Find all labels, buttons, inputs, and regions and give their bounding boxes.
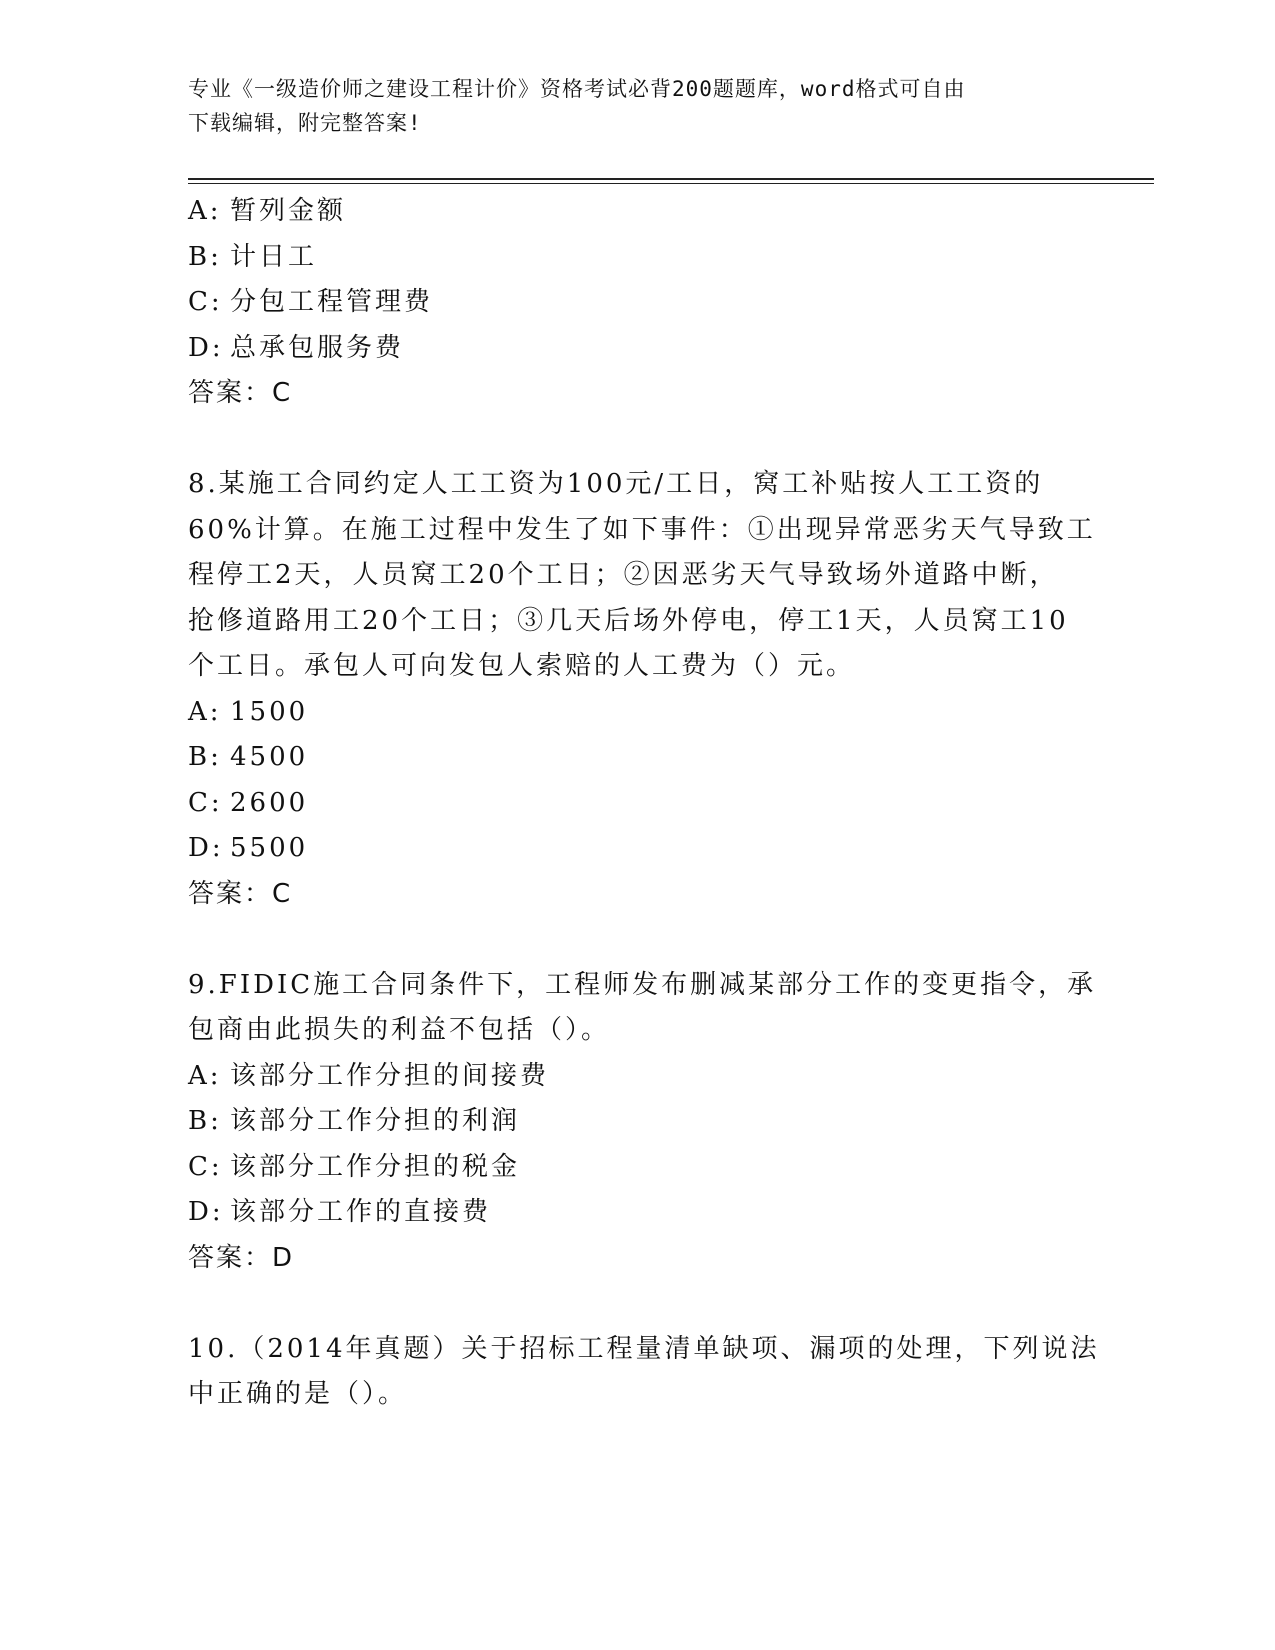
question-content	[188, 189, 1100, 1418]
option-label: D:	[188, 833, 224, 863]
option-d	[188, 326, 1088, 372]
stem-line: 60%计算。在施工过程中发生了如下事件：①出现异常恶劣天气导致工	[188, 514, 1096, 545]
stem-line: 包商由此损失的利益不包括（）。	[188, 1015, 611, 1045]
option-text: 计日工	[230, 241, 318, 272]
question-9	[188, 963, 1097, 1282]
header-divider-thick	[188, 178, 1154, 180]
answer-line: 答案：D	[188, 1242, 295, 1273]
option-label: D:	[188, 332, 224, 363]
option-d	[188, 826, 1088, 872]
option-label: C:	[188, 787, 223, 818]
spacer	[188, 417, 1088, 463]
stem-line: 10.（2014年真题）关于招标工程量清单缺项、漏项的处理，下列说法	[188, 1333, 1100, 1364]
option-a	[188, 690, 1088, 736]
option-c	[188, 1145, 1088, 1191]
option-b	[188, 1099, 1088, 1145]
stem-line: 9.FIDIC施工合同条件下，工程师发布删减某部分工作的变更指令，承	[188, 969, 1097, 1000]
option-text: 4500	[230, 742, 309, 772]
option-text: 该部分工作分担的间接费	[230, 1060, 550, 1091]
option-label: C:	[188, 287, 223, 317]
answer-line: 答案：C	[188, 878, 293, 909]
question-7	[188, 189, 1088, 417]
question-stem	[188, 1327, 1100, 1418]
option-a	[188, 189, 1088, 235]
spacer	[188, 917, 1088, 963]
option-text: 1500	[230, 696, 309, 727]
option-text: 分包工程管理费	[230, 287, 434, 317]
option-c	[188, 280, 1088, 326]
document-header	[188, 72, 1088, 140]
option-text: 2600	[230, 787, 309, 818]
option-label: A:	[188, 196, 222, 226]
option-label: A:	[188, 1060, 222, 1091]
option-label: B:	[188, 1106, 222, 1136]
stem-line: 个工日。承包人可向发包人索赔的人工费为（）元。	[188, 651, 856, 681]
option-c	[188, 781, 1088, 827]
header-divider-thin	[188, 183, 1154, 184]
option-text: 该部分工作分担的税金	[230, 1151, 521, 1182]
question-8	[188, 462, 1096, 917]
answer-line: 答案：C	[188, 378, 293, 408]
option-label: A:	[188, 696, 222, 727]
option-label: B:	[188, 742, 222, 772]
question-stem	[188, 963, 1097, 1054]
option-label: D:	[188, 1197, 224, 1227]
question-stem	[188, 462, 1096, 690]
stem-line: 8.某施工合同约定人工工资为100元/工日，窝工补贴按人工工资的	[188, 469, 1044, 499]
header-line-1: 专业《一级造价师之建设工程计价》资格考试必背200题题库，word格式可自由	[188, 77, 966, 101]
option-label: C:	[188, 1151, 223, 1182]
option-b	[188, 735, 1088, 781]
option-text: 该部分工作分担的利润	[230, 1106, 521, 1136]
stem-line: 中正确的是（）。	[188, 1379, 408, 1409]
header-line-2: 下载编辑，附完整答案!	[188, 111, 422, 135]
stem-line: 抢修道路用工20个工日；③几天后场外停电，停工1天，人员窝工10	[188, 605, 1069, 636]
option-b	[188, 235, 1088, 281]
option-text: 暂列金额	[230, 196, 347, 226]
option-label: B:	[188, 241, 222, 272]
spacer	[188, 1281, 1088, 1327]
option-d	[188, 1190, 1088, 1236]
option-a	[188, 1054, 1088, 1100]
question-10	[188, 1327, 1100, 1418]
option-text: 5500	[230, 833, 309, 863]
stem-line: 程停工2天，人员窝工20个工日；②因恶劣天气导致场外道路中断，	[188, 560, 1059, 590]
option-text: 该部分工作的直接费	[230, 1197, 492, 1227]
option-text: 总承包服务费	[230, 332, 405, 363]
